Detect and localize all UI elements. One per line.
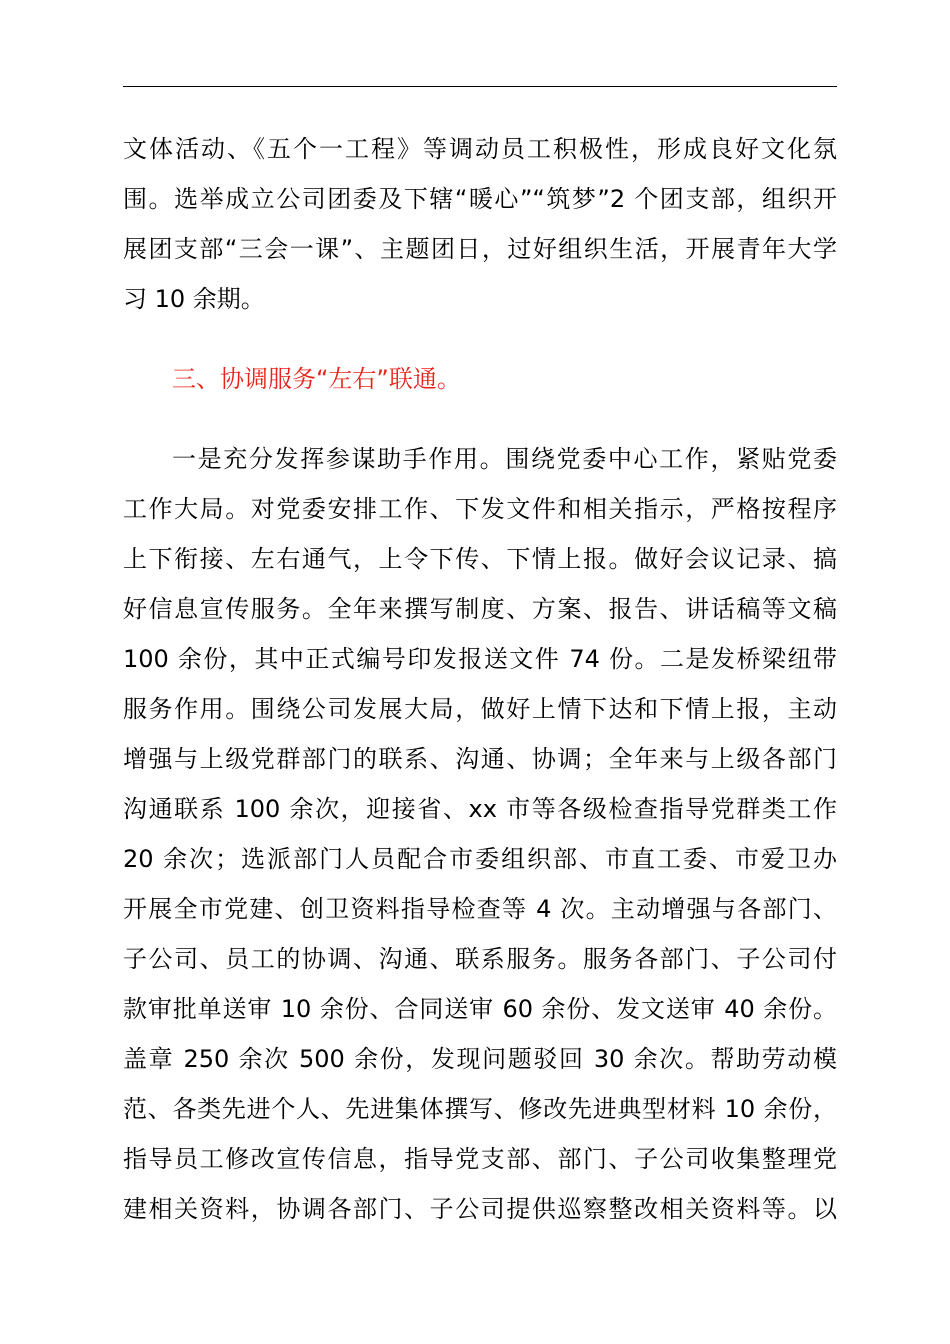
text-line: 上下衔接、左右通气，上令下传、下情上报。做好会议记录、搞 bbox=[123, 545, 837, 573]
paragraph-gap bbox=[123, 404, 837, 434]
text-line: 范、各类先进个人、先进集体撰写、修改先进典型材料 10 余份， bbox=[123, 1095, 837, 1123]
text-line: 好信息宣传服务。全年来撰写制度、方案、报告、讲话稿等文稿 bbox=[123, 595, 837, 623]
text-line: 一是充分发挥参谋助手作用。围绕党委中心工作，紧贴党委 bbox=[172, 445, 837, 473]
text-line: 沟通联系 100 余次，迎接省、xx 市等各级检查指导党群类工作 bbox=[123, 795, 837, 823]
section-heading: 三、协调服务“左右”联通。 bbox=[172, 365, 461, 393]
paragraph-gap bbox=[123, 324, 837, 354]
text-line: 工作大局。对党委安排工作、下发文件和相关指示，严格按程序 bbox=[123, 495, 837, 523]
text-line: 款审批单送审 10 余份、合同送审 60 余份、发文送审 40 余份。 bbox=[123, 995, 837, 1023]
text-line: 盖章 250 余次 500 余份，发现问题驳回 30 余次。帮助劳动模 bbox=[123, 1045, 837, 1073]
text-line: 100 余份，其中正式编号印发报送文件 74 份。二是发桥梁纽带 bbox=[123, 645, 837, 673]
header-rule bbox=[123, 86, 837, 87]
text-line: 文体活动、《五个一工程》等调动员工积极性，形成良好文化氛 bbox=[123, 135, 837, 163]
text-line: 20 余次；选派部门人员配合市委组织部、市直工委、市爱卫办 bbox=[123, 845, 837, 873]
text-line: 增强与上级党群部门的联系、沟通、协调；全年来与上级各部门 bbox=[123, 745, 837, 773]
text-line: 习 10 余期。 bbox=[123, 285, 265, 313]
paragraph bbox=[123, 124, 837, 324]
text-line: 展团支部“三会一课”、主题团日，过好组织生活，开展青年大学 bbox=[123, 235, 837, 263]
text-line: 建相关资料，协调各部门、子公司提供巡察整改相关资料等。以 bbox=[123, 1195, 837, 1223]
paragraph bbox=[123, 434, 837, 1234]
text-line: 围。选举成立公司团委及下辖“暖心”“筑梦”2 个团支部，组织开 bbox=[123, 185, 837, 213]
document-body bbox=[123, 124, 837, 1234]
text-line: 子公司、员工的协调、沟通、联系服务。服务各部门、子公司付 bbox=[123, 945, 837, 973]
text-line: 指导员工修改宣传信息，指导党支部、部门、子公司收集整理党 bbox=[123, 1145, 837, 1173]
text-line: 服务作用。围绕公司发展大局，做好上情下达和下情上报，主动 bbox=[123, 695, 837, 723]
text-line: 开展全市党建、创卫资料指导检查等 4 次。主动增强与各部门、 bbox=[123, 895, 837, 923]
